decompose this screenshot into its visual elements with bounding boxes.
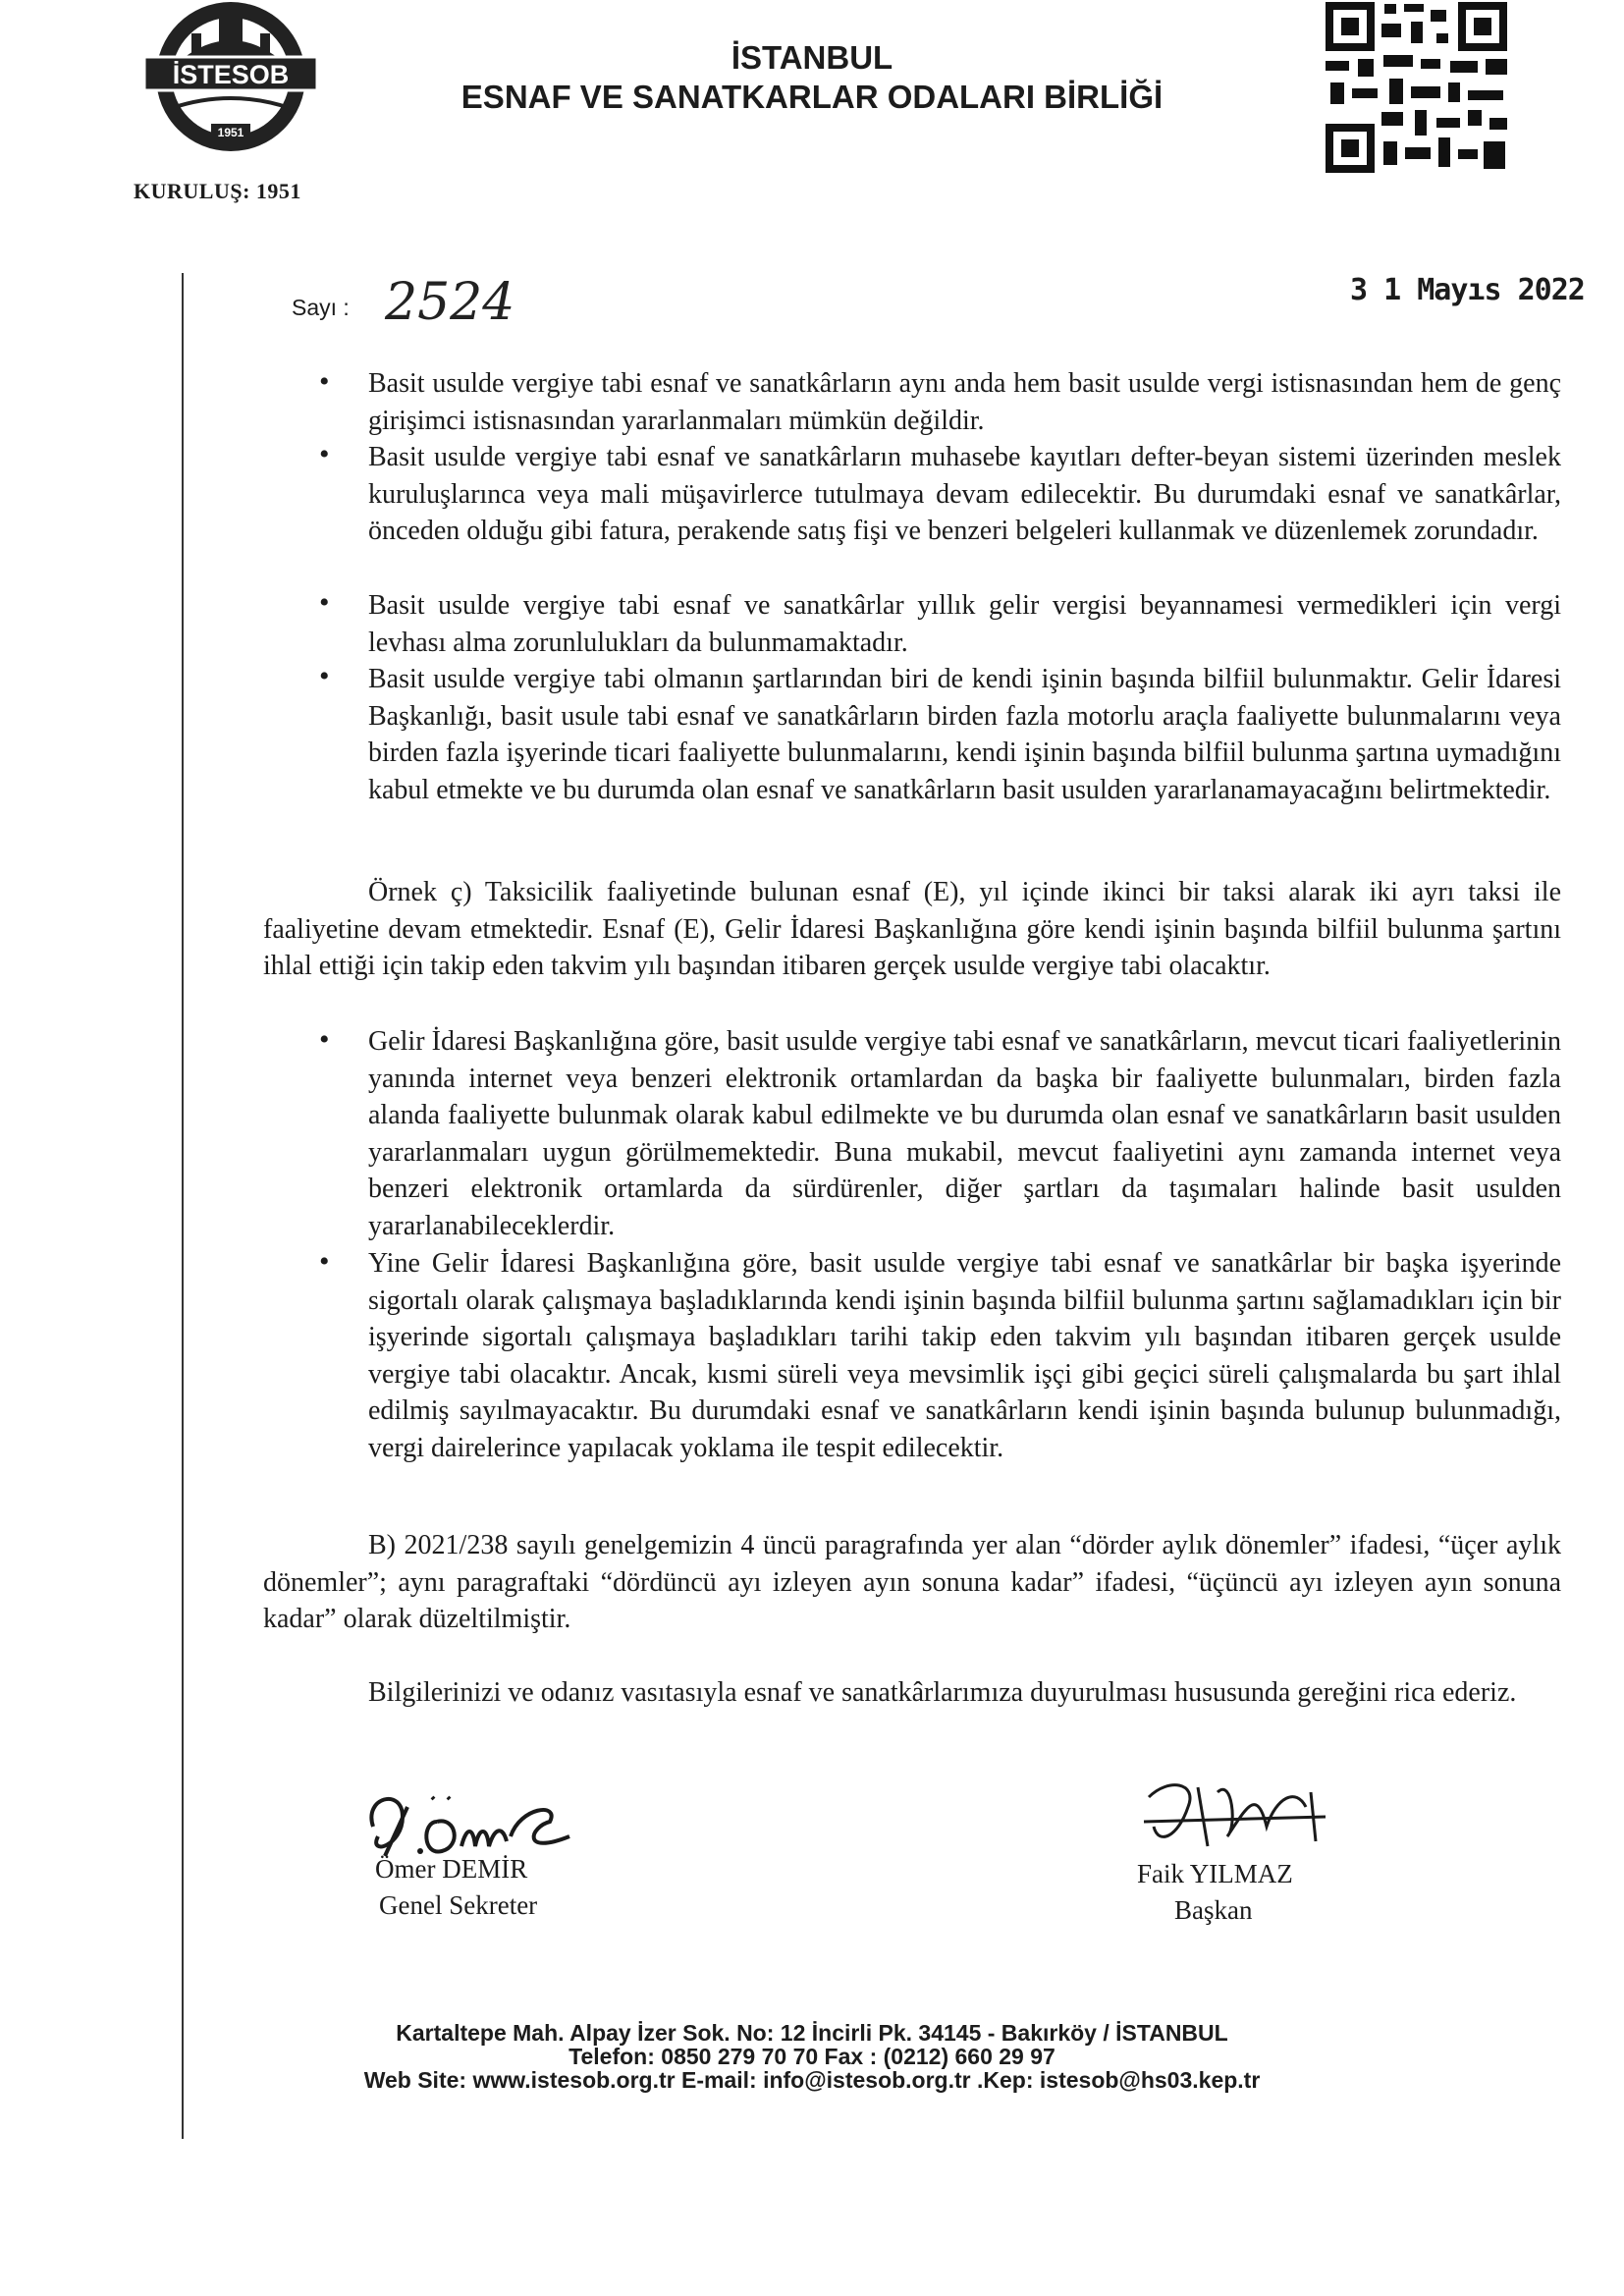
footer-web: Web Site: www.istesob.org.tr E-mail: info@istesob.org.tr .Kep: istesob@hs03.kep.tr: [363, 2067, 1261, 2093]
logo-year: 1951: [217, 126, 244, 139]
closing-paragraph: Bilgilerinizi ve odanız vasıtasıyla esnaf ve sanatkârlarımıza duyurulması hususunda gereğini rica ederiz.: [368, 1677, 1517, 1708]
bullet-dot: •: [319, 1245, 330, 1278]
amendment-paragraph: B) 2021/238 sayılı genelgemizin 4 üncü paragrafında yer alan “dörder aylık dönemler” ifadesi, “üçer aylık dönemler”; aynı paragraftaki “dördüncü ayı izleyen ayın sonuna kadar” ifadesi, “üçüncü ayı izleyen ayın sonuna kadar” olarak düzeltilmiştir.: [263, 1530, 1561, 1634]
bullet-paragraph: Basit usulde vergiye tabi esnaf ve sanatkârların muhasebe kayıtları defter-beyan sistemi üzerinden meslek kuruluşlarınca veya mali müşavirlerce tutulmaya devam edilecektir. Bu durumdaki esnaf ve sanatkârlar, önceden olduğu gibi fatura, perakende satış fişi ve benzeri belgeleri kullanmak ve düzenlemek zorundadır.: [368, 442, 1561, 546]
founded-label: KURULUŞ: 1951: [134, 179, 301, 203]
header-city: İSTANBUL: [731, 39, 893, 76]
qr-code: [1321, 0, 1512, 177]
document-date: 3 1 Mayıs 2022: [1350, 273, 1585, 307]
sayi-label: Sayı :: [292, 295, 350, 320]
bullet-dot: •: [319, 660, 330, 692]
bullet-paragraph: Yine Gelir İdaresi Başkanlığına göre, basit usulde vergiye tabi esnaf ve sanatkârlar bir başka işyerinde sigortalı olarak çalışmaya başladıklarında kendi işinin başında bilfiil bulunma şartını sağlamadıkları için bir işyerinde sigortalı çalışmaya başladıkları tarihi takip eden takvim yılı başından itibaren gerçek usulde vergiye tabi olacaktır. Ancak, kısmi süreli veya mevsimlik işçi gibi geçici süreli çalışmalarda bu şart ihlal edilmiş sayılmayacaktır. Bu durumdaki esnaf ve sanatkârların kendi işinin başında bulunup bulunmadığı, vergi dairelerince yapılacak yoklama ile tespit edilecektir.: [368, 1248, 1561, 1463]
example-paragraph: Örnek ç) Taksicilik faaliyetinde bulunan esnaf (E), yıl içinde ikinci bir taksi alarak iki ayrı taksi ile faaliyetine devam etmektedir. Esnaf (E), Gelir İdaresi Başkanlığına göre kendi işinin başında bilfiil bulunma şartını ihlal ettiği için takip eden takvim yılı başından itibaren gerçek usulde vergiye tabi olacaktır.: [263, 877, 1561, 981]
margin-rule: [182, 273, 184, 2139]
bullet-paragraph: Basit usulde vergiye tabi esnaf ve sanatkârlar yıllık gelir vergisi beyannamesi vermedikleri için vergi levhası alma zorunlulukları da bulunmamaktadır.: [368, 590, 1561, 658]
bullet-dot: •: [319, 1023, 330, 1056]
footer-phone: Telefon: 0850 279 70 70 Fax : (0212) 660 29 97: [568, 2044, 1056, 2069]
header-organization: ESNAF VE SANATKARLAR ODALARI BİRLİĞİ: [460, 79, 1164, 115]
left-signatory-title: Genel Sekreter: [379, 1890, 538, 1920]
right-signatory-name: Faik YILMAZ: [1137, 1859, 1293, 1888]
right-signatory-title: Başkan: [1174, 1895, 1253, 1925]
bullet-dot: •: [319, 586, 330, 619]
bullet-paragraph: Basit usulde vergiye tabi esnaf ve sanatkârların aynı anda hem basit usulde vergi istisnasından hem de genç girişimci istisnasından yararlanmaları mümkün değildir.: [368, 368, 1561, 436]
bullet-dot: •: [319, 438, 330, 470]
bullet-dot: •: [319, 365, 330, 398]
left-signatory-name: Ömer DEMİR: [375, 1854, 528, 1884]
sayi-number: 2524: [385, 273, 515, 332]
bullet-paragraph: Basit usulde vergiye tabi olmanın şartlarından biri de kendi işinin başında bilfiil bulunmaktır. Gelir İdaresi Başkanlığı, basit usule tabi esnaf ve sanatkârların birden fazla motorlu araçla faaliyette bulunmalarını veya birden fazla işyerinde ticari faaliyette bulunmalarını, kendi işinin başında bilfiil bulunma şartına uymadığını kabul etmekte ve bu durumda olan esnaf ve sanatkârların basit usulden yararlanamayacağını belirtmektedir.: [368, 664, 1561, 805]
signature-faik-yilmaz: [1139, 1768, 1335, 1856]
footer-address: Kartaltepe Mah. Alpay İzer Sok. No: 12 İncirli Pk. 34145 - Bakırköy / İSTANBUL: [396, 2020, 1228, 2046]
bullet-paragraph: Gelir İdaresi Başkanlığına göre, basit usulde vergiye tabi esnaf ve sanatkârların, mevcut ticari faaliyetlerinin yanında internet veya benzeri elektronik ortamlardan da başka bir faaliyette bulunmaları, birden fazla alanda faaliyette bulunmak olarak kabul edilmekte ve bu durumda olan esnaf ve sanatkârların basit usulden yararlanmaları uygun görülmemektedir. Buna mukabil, mevcut faaliyetini aynı zamanda internet veya benzeri elektronik ortamlarda da sürdürenler, diğer şartları da taşımaları halinde basit usulden yararlanabileceklerdir.: [368, 1026, 1561, 1241]
logo-text: İSTESOB: [172, 60, 290, 89]
